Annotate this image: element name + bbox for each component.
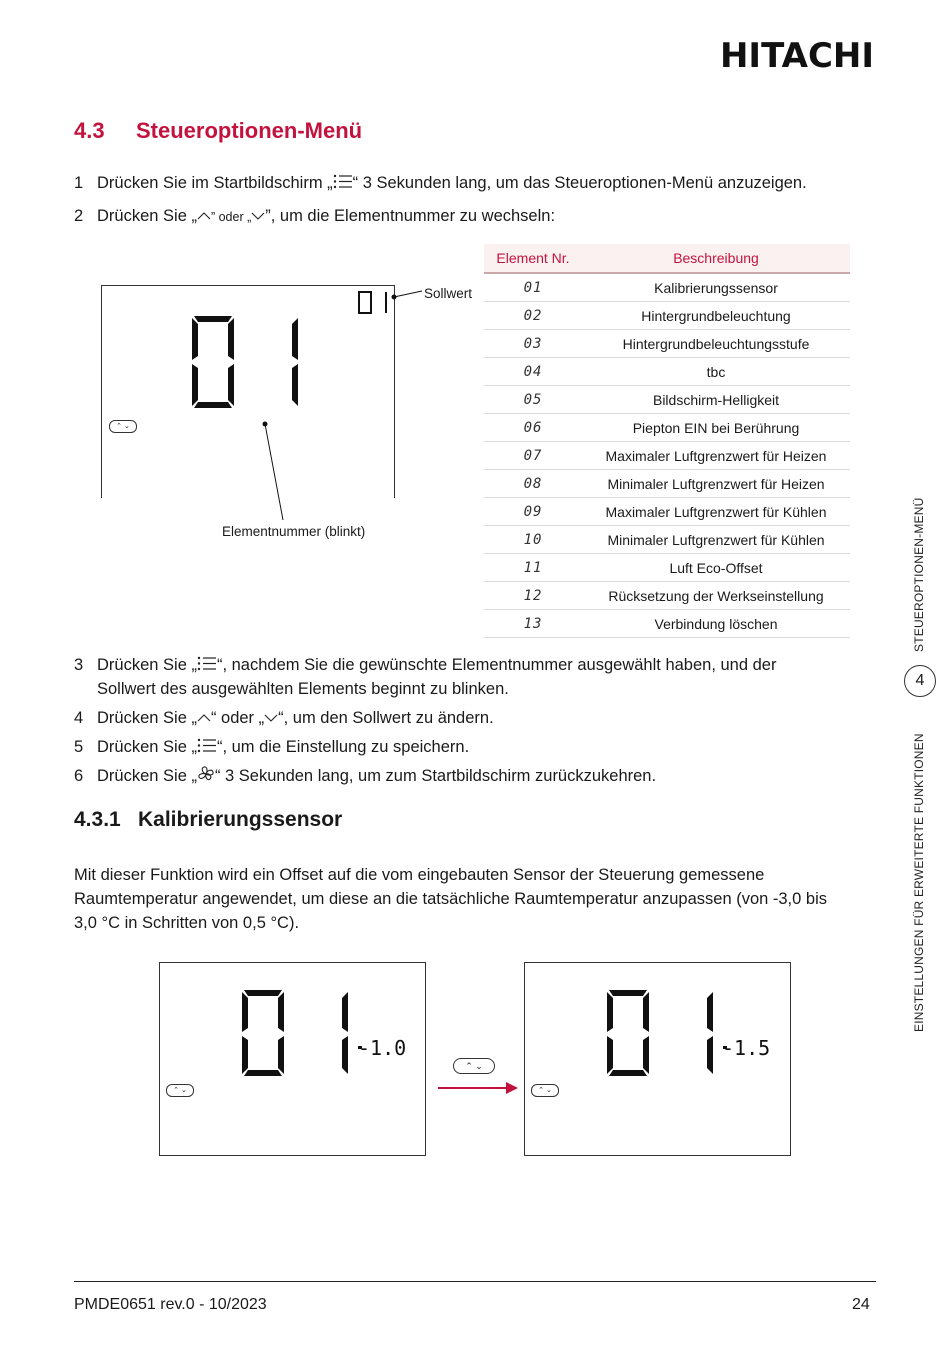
table-row: 05 Bildschirm-Helligkeit [484,386,850,414]
sidebar-section-text: STEUEROPTIONEN-MENÜ [912,497,926,652]
fan-icon [197,765,215,783]
sidebar-chapter-text: EINSTELLUNGEN FÜR ERWEITERTE FUNKTIONEN [912,733,926,1032]
chapter-badge: 4 [904,665,936,697]
subsection-title: Kalibrierungssensor [138,808,343,831]
table-header-element: Element Nr. [484,244,582,273]
table-row: 09 Maximaler Luftgrenzwert für Kühlen [484,498,850,526]
lcd-right-value: -1.5 [722,1036,771,1060]
table-header-beschreibung: Beschreibung [582,244,850,273]
table-row: 06 Piepton EIN bei Berührung [484,414,850,442]
arrow-right-icon [438,1081,520,1095]
hitachi-logo: HITACHI [719,36,874,76]
element-table [484,244,850,638]
table-row: 04 tbc [484,358,850,386]
section-title: Steueroptionen-Menü [136,118,363,143]
lcd-left-digits [232,986,362,1080]
table-row: 13 Verbindung löschen [484,610,850,638]
element-leader-line [258,418,288,522]
section-number: 4.3 [74,118,105,143]
chevron-up-icon [197,713,211,723]
footer-divider [74,1281,876,1282]
table-row: 01 Kalibrierungssensor [484,273,850,302]
chevron-up-icon [197,211,211,221]
table-row: 08 Minimaler Luftgrenzwert für Heizen [484,470,850,498]
step-5: 5 Drücken Sie „ “, um die Einstellung zu speichern. [74,738,470,756]
up-down-button[interactable]: ⌃ ⌄ [531,1084,559,1097]
table-row: 07 Maximaler Luftgrenzwert für Heizen [484,442,850,470]
step-2: 2 Drücken Sie „ ” oder „ ”, um die Elementnummer zu wechseln: [74,207,556,225]
section-heading [74,118,362,144]
table-row: 02 Hintergrundbeleuchtung [484,302,850,330]
menu-list-icon [197,656,217,671]
lcd-left-value: -1.0 [358,1036,407,1060]
step-4: 4 Drücken Sie „ “ oder „ “, um den Sollwert zu ändern. [74,709,494,727]
up-down-button[interactable]: ⌃ ⌄ [109,420,137,433]
sollwert-leader-line [390,287,424,301]
label-elementnummer: Elementnummer (blinkt) [222,524,366,539]
step-6: 6 Drücken Sie „ “ 3 Sekunden lang, um zum Startbildschirm zurückzukehren. [74,767,657,785]
label-sollwert: Sollwert [424,286,473,301]
table-row: 11 Luft Eco-Offset [484,554,850,582]
lcd-right-digits [597,986,727,1080]
footer-doc-id: PMDE0651 rev.0 - 10/2023 [74,1296,267,1313]
menu-list-icon [333,174,353,189]
chevron-down-icon [251,211,265,221]
table-row: 03 Hintergrundbeleuchtungsstufe [484,330,850,358]
step-3: 3 Drücken Sie „ “, nachdem Sie die gewünschte Elementnummer ausgewählt haben, und der Sollwert des ausgewählten Elements beginnt zu blinken. [74,656,777,698]
chevron-down-icon [264,713,278,723]
lcd-small-digits [356,290,392,316]
page-number: 24 [852,1296,870,1313]
table-row: 12 Rücksetzung der Werkseinstellung [484,582,850,610]
lcd-main-digits [180,312,310,412]
subsection-number: 4.3.1 [74,808,121,831]
step-1: 1 Drücken Sie im Startbildschirm „ “ 3 Sekunden lang, um das Steueroptionen-Menü anzuzeigen. [74,174,807,192]
description-paragraph: Mit dieser Funktion wird ein Offset auf die vom eingebauten Sensor der Steuerung gemessene Raumtemperatur angewendet, um diese an die tatsächliche Raumtemperatur anzupassen (von -3,0 bis 3,0 °C in Schritten von 0,5 °C). [74,866,827,932]
table-row: 10 Minimaler Luftgrenzwert für Kühlen [484,526,850,554]
up-down-button[interactable]: ⌃ ⌄ [453,1058,495,1074]
up-down-button[interactable]: ⌃ ⌄ [166,1084,194,1097]
subsection-heading [74,808,342,832]
menu-list-icon [197,738,217,753]
